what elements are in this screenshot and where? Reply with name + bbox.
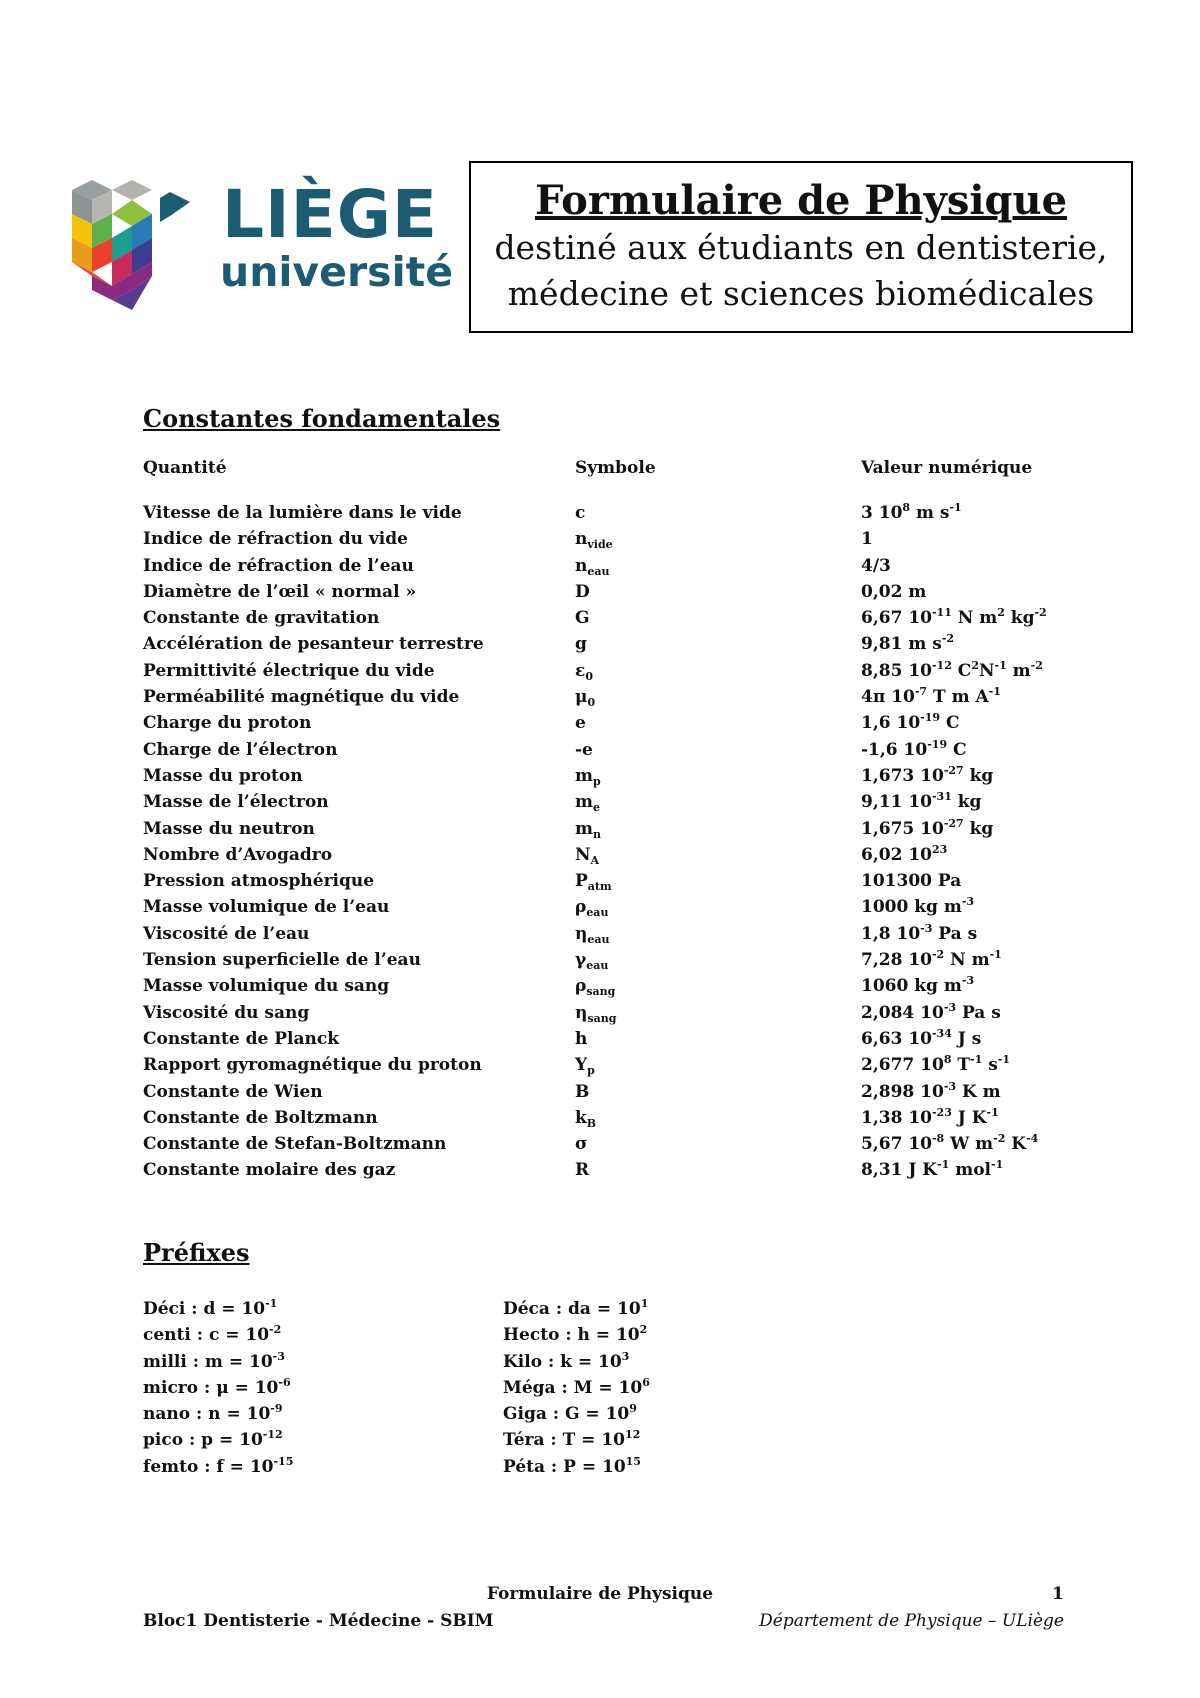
prefix-submultiple: micro : $\mu = 10^{-6}$ (143, 1375, 291, 1398)
prefix-row (143, 1401, 743, 1427)
symbol-cell: $\rho_{sang}$ (575, 976, 616, 999)
symbol-subscript: sang (586, 985, 616, 999)
symbol-subscript: B (586, 1116, 597, 1130)
table-row (143, 816, 1083, 842)
table-row (143, 710, 1083, 736)
value-exponent: -19 (927, 737, 948, 751)
table-row (143, 1026, 1083, 1052)
prefix-exponent: -15 (273, 1454, 294, 1468)
table-row (143, 868, 1083, 894)
prefix-submultiple: pico : $p = 10^{-12}$ (143, 1428, 283, 1451)
prefix-exponent: -2 (269, 1323, 282, 1337)
symbol-subscript: n (593, 827, 601, 841)
header-quantity: Quantité (143, 458, 227, 478)
value-exponent: -3 (920, 921, 933, 935)
value-exponent: -3 (961, 974, 975, 988)
prefix-exponent: 3 (621, 1349, 630, 1363)
quantity-cell: Charge de l’électron (143, 739, 338, 760)
symbol-cell: -e (575, 739, 593, 760)
value-exponent: -1 (989, 948, 1002, 962)
symbol-subscript: eau (586, 959, 609, 973)
value-cell: 1,8 $10^{-3}$ Pa s (861, 921, 978, 944)
symbol-cell: B (575, 1081, 590, 1102)
value-cell: 6,02 $10^{23}$ (861, 842, 948, 865)
symbol-cell: g (575, 634, 587, 655)
table-row (143, 763, 1083, 789)
value-exponent: -12 (931, 658, 952, 672)
table-row (143, 1079, 1083, 1105)
value-cell: 1000 kg $m^{-3}$ (861, 895, 975, 918)
symbol-cell: $\rho_{eau}$ (575, 897, 609, 920)
quantity-cell: Tension superficielle de l’eau (143, 950, 421, 971)
footer-left-text: Bloc1 Dentisterie - Médecine - SBIM (143, 1611, 494, 1631)
quantity-cell: Masse du neutron (143, 818, 315, 839)
document-subtitle-line2: médecine et sciences biomédicales (507, 274, 1095, 313)
value-exponent: -27 (943, 816, 964, 830)
quantity-cell: Masse de l’électron (143, 792, 329, 813)
quantity-cell: Vitesse de la lumière dans le vide (143, 503, 462, 523)
table-row (143, 1157, 1083, 1183)
value-exponent: 8 (943, 1053, 952, 1067)
quantity-cell: Constante de Wien (143, 1081, 323, 1102)
constants-table-header (143, 458, 1083, 488)
symbol-subscript: 0 (585, 669, 593, 683)
quantity-cell: Permittivité électrique du vide (143, 660, 435, 681)
prefix-exponent: -6 (278, 1375, 291, 1389)
value-cell: 2,677 $10^8$ $T^{-1}$ $s^{-1}$ (861, 1053, 1011, 1076)
value-exponent: -27 (943, 763, 964, 777)
table-row (143, 947, 1083, 973)
page-number: 1 (1052, 1584, 1064, 1604)
value-cell: 3 $10^8$ m $s^{-1}$ (861, 501, 962, 523)
quantity-cell: Constante de Planck (143, 1028, 339, 1049)
quantity-cell: Nombre d’Avogadro (143, 844, 333, 865)
logo-cube-icon (72, 172, 212, 332)
value-cell: 9,11 $10^{-31}$ kg (861, 790, 982, 813)
prefix-row (143, 1349, 743, 1375)
symbol-cell: R (575, 1160, 590, 1181)
symbol-cell: $N_A$ (575, 844, 600, 867)
value-exponent: -1 (997, 1053, 1011, 1067)
table-row (143, 1131, 1083, 1157)
symbol-cell: $\gamma_{eau}$ (575, 950, 609, 973)
prefix-multiple: Méga : $M = 10^6$ (503, 1375, 650, 1398)
liege-university-logo (72, 172, 454, 332)
constants-heading: Constantes fondamentales (143, 404, 501, 433)
symbol-subscript: 0 (587, 696, 596, 710)
quantity-cell: Masse du proton (143, 765, 303, 786)
table-row (143, 789, 1083, 815)
quantity-cell: Masse volumique du sang (143, 976, 390, 997)
table-row (143, 526, 1083, 552)
value-cell: 1,6 $10^{-19}$ C (861, 711, 960, 734)
footer-right-text: Département de Physique – ULiège (759, 1611, 1064, 1631)
value-exponent: -3 (943, 1079, 957, 1093)
symbol-cell: h (575, 1028, 588, 1049)
value-exponent: -2 (931, 948, 945, 962)
value-exponent: 23 (931, 842, 948, 856)
symbol-subscript: p (587, 1064, 595, 1078)
value-exponent: -2 (1030, 658, 1043, 672)
value-cell: 1 (861, 529, 873, 550)
document-subtitle-line1: destiné aux étudiants en dentisterie, (494, 228, 1108, 267)
quantity-cell: Constante de gravitation (143, 608, 380, 629)
title-box (469, 161, 1133, 333)
value-cell: 9,81 m $s^{-2}$ (861, 632, 955, 655)
value-exponent: 8 (902, 501, 911, 514)
footer-title: Formulaire de Physique (486, 1584, 714, 1604)
constants-table (143, 458, 1083, 1184)
value-exponent: -3 (961, 895, 975, 909)
symbol-subscript: eau (587, 932, 610, 946)
value-cell: 7,28 $10^{-2}$ N $m^{-1}$ (861, 948, 1002, 971)
table-row (143, 1105, 1083, 1131)
constants-rows (143, 500, 1083, 1184)
header-symbol: Symbole (575, 458, 656, 478)
logo-wordmark-liege: LIÈGE (222, 176, 438, 253)
value-exponent: -1 (988, 685, 1001, 699)
logo-wordmark-universite: université (220, 248, 454, 296)
value-cell: 1060 kg $m^{-3}$ (861, 974, 975, 997)
value-cell: 2,084 $10^{-3}$ Pa s (861, 1000, 1001, 1023)
prefix-exponent: 9 (629, 1402, 637, 1416)
value-exponent: -3 (943, 1000, 957, 1014)
symbol-cell: $\eta_{eau}$ (575, 923, 610, 946)
prefix-exponent: 1 (640, 1297, 649, 1310)
value-exponent: -23 (931, 1105, 952, 1119)
quantity-cell: Viscosité du sang (143, 1002, 310, 1023)
symbol-cell: $n_{vide}$ (575, 529, 613, 552)
table-row (143, 842, 1083, 868)
value-exponent: -34 (931, 1026, 952, 1040)
prefix-exponent: -9 (270, 1402, 283, 1416)
symbol-cell: $n_{eau}$ (575, 555, 610, 578)
symbol-cell: σ (575, 1134, 588, 1155)
value-exponent: -2 (993, 1132, 1006, 1146)
symbol-cell: e (575, 713, 586, 734)
value-cell: 1,38 $10^{-23}$ J $K^{-1}$ (861, 1105, 999, 1128)
symbol-cell: $k_B$ (575, 1107, 597, 1130)
table-row (143, 500, 1083, 526)
document-title: Formulaire de Physique (534, 177, 1068, 224)
value-exponent: -8 (931, 1132, 945, 1146)
value-cell: 101300 Pa (861, 871, 962, 892)
prefixes-heading: Préfixes (143, 1238, 250, 1267)
value-exponent: -11 (931, 606, 952, 620)
value-exponent: 2 (971, 658, 979, 672)
value-exponent: 2 (997, 606, 1005, 620)
quantity-cell: Constante de Stefan-Boltzmann (143, 1134, 447, 1155)
table-row (143, 553, 1083, 579)
symbol-subscript: vide (587, 538, 613, 552)
symbol-cell: G (575, 608, 590, 629)
value-exponent: -1 (970, 1053, 983, 1067)
symbol-cell: $\eta_{sang}$ (575, 1002, 617, 1025)
value-exponent: -2 (941, 632, 955, 646)
prefix-multiple: Téra : $T = 10^{12}$ (503, 1428, 641, 1451)
header-value: Valeur numérique (861, 458, 1033, 478)
value-exponent: -1 (949, 501, 962, 514)
value-exponent: -1 (991, 1158, 1004, 1172)
symbol-subscript: eau (587, 564, 610, 578)
prefix-submultiple: centi : $c = 10^{-2}$ (143, 1323, 282, 1346)
value-cell: 4π $10^{-7}$ T m $A^{-1}$ (861, 685, 1001, 708)
prefix-multiple: Giga : $G = 10^9$ (503, 1402, 637, 1425)
quantity-cell: Charge du proton (143, 713, 312, 734)
symbol-cell: $P_{atm}$ (575, 871, 612, 894)
value-cell: 0,02 m (861, 581, 927, 602)
quantity-cell: Perméabilité magnétique du vide (143, 687, 460, 708)
quantity-cell: Rapport gyromagnétique du proton (143, 1055, 482, 1076)
table-row (143, 579, 1083, 605)
value-cell: -1,6 $10^{-19}$ C (861, 737, 967, 760)
symbol-cell: $m_e$ (575, 792, 600, 815)
table-row (143, 1052, 1083, 1078)
quantity-cell: Pression atmosphérique (143, 871, 375, 892)
prefix-multiple: Péta : $P = 10^{15}$ (503, 1454, 641, 1477)
prefix-row (143, 1322, 743, 1348)
value-exponent: -1 (986, 1105, 999, 1119)
table-row (143, 658, 1083, 684)
prefix-multiple: Déca : da = $10^1$ (503, 1297, 649, 1319)
symbol-subscript: atm (587, 880, 612, 894)
value-exponent: -1 (994, 658, 1007, 672)
symbol-cell: $\varepsilon_0$ (575, 660, 593, 683)
prefix-submultiple: milli : $m = 10^{-3}$ (143, 1349, 285, 1372)
prefix-row (143, 1427, 743, 1453)
value-cell: 1,673 $10^{-27}$ kg (861, 763, 994, 786)
quantity-cell: Indice de réfraction de l’eau (143, 555, 414, 576)
table-row (143, 1000, 1083, 1026)
prefix-exponent: 2 (639, 1323, 648, 1337)
table-row (143, 894, 1083, 920)
prefix-row (143, 1375, 743, 1401)
value-cell: 4/3 (861, 555, 891, 576)
prefix-exponent: -1 (265, 1297, 278, 1310)
value-cell: 6,67 $10^{-11}$ N $m^2$ $kg^{-2}$ (861, 606, 1047, 629)
table-row (143, 973, 1083, 999)
value-exponent: -1 (937, 1158, 950, 1172)
value-exponent: -31 (931, 790, 952, 804)
quantity-cell: Constante molaire des gaz (143, 1160, 396, 1181)
table-row (143, 921, 1083, 947)
value-cell: 8,31 J $K^{-1}$ mol$^{-1}$ (861, 1158, 1004, 1181)
symbol-subscript: sang (587, 1011, 617, 1025)
symbol-cell: $m_n$ (575, 818, 601, 841)
symbol-subscript: e (593, 801, 600, 815)
symbol-cell: D (575, 581, 590, 602)
value-exponent: -2 (1034, 606, 1047, 620)
prefixes-grid (143, 1296, 743, 1480)
symbol-subscript: p (593, 774, 601, 788)
quantity-cell: Indice de réfraction du vide (143, 529, 408, 550)
prefix-submultiple: nano : $n = 10^{-9}$ (143, 1402, 283, 1425)
quantity-cell: Constante de Boltzmann (143, 1107, 378, 1128)
prefix-row (143, 1454, 743, 1480)
value-cell: 6,63 $10^{-34}$ J s (861, 1026, 982, 1049)
value-cell: 8,85 $10^{-12}$ $C^2N^{-1}$ $m^{-2}$ (861, 658, 1043, 681)
prefix-exponent: 12 (625, 1428, 641, 1442)
prefix-exponent: 15 (625, 1454, 641, 1468)
value-cell: 1,675 $10^{-27}$ kg (861, 816, 994, 839)
quantity-cell: Diamètre de l’œil « normal » (143, 581, 417, 602)
quantity-cell: Viscosité de l’eau (143, 923, 310, 944)
value-exponent: -4 (1026, 1132, 1039, 1146)
symbol-subscript: eau (586, 906, 609, 920)
table-row (143, 605, 1083, 631)
quantity-cell: Accélération de pesanteur terrestre (143, 634, 484, 655)
table-row (143, 684, 1083, 710)
prefix-submultiple: Déci : $d = 10^{-1}$ (143, 1297, 278, 1319)
prefix-exponent: -12 (262, 1428, 283, 1442)
prefix-multiple: Kilo : $k = 10^3$ (503, 1349, 630, 1372)
quantity-cell: Masse volumique de l’eau (143, 897, 390, 918)
prefix-submultiple: femto : $f = 10^{-15}$ (143, 1454, 294, 1477)
prefix-row (143, 1296, 743, 1322)
value-cell: 2,898 $10^{-3}$ K m (861, 1079, 1001, 1102)
prefix-exponent: -3 (272, 1349, 285, 1363)
table-row (143, 631, 1083, 657)
value-cell: 5,67 $10^{-8}$ W $m^{-2}$ $K^{-4}$ (861, 1132, 1039, 1155)
value-exponent: -7 (914, 685, 928, 699)
symbol-cell: $\mu_0$ (575, 687, 596, 710)
symbol-cell: c (575, 503, 586, 523)
table-row (143, 737, 1083, 763)
prefix-exponent: 6 (642, 1375, 650, 1389)
symbol-cell: $m_p$ (575, 765, 601, 788)
symbol-cell: $\Upsilon_p$ (575, 1055, 595, 1078)
value-exponent: -19 (920, 711, 941, 725)
symbol-subscript: A (590, 853, 600, 867)
prefix-multiple: Hecto : $h = 10^2$ (503, 1323, 648, 1346)
